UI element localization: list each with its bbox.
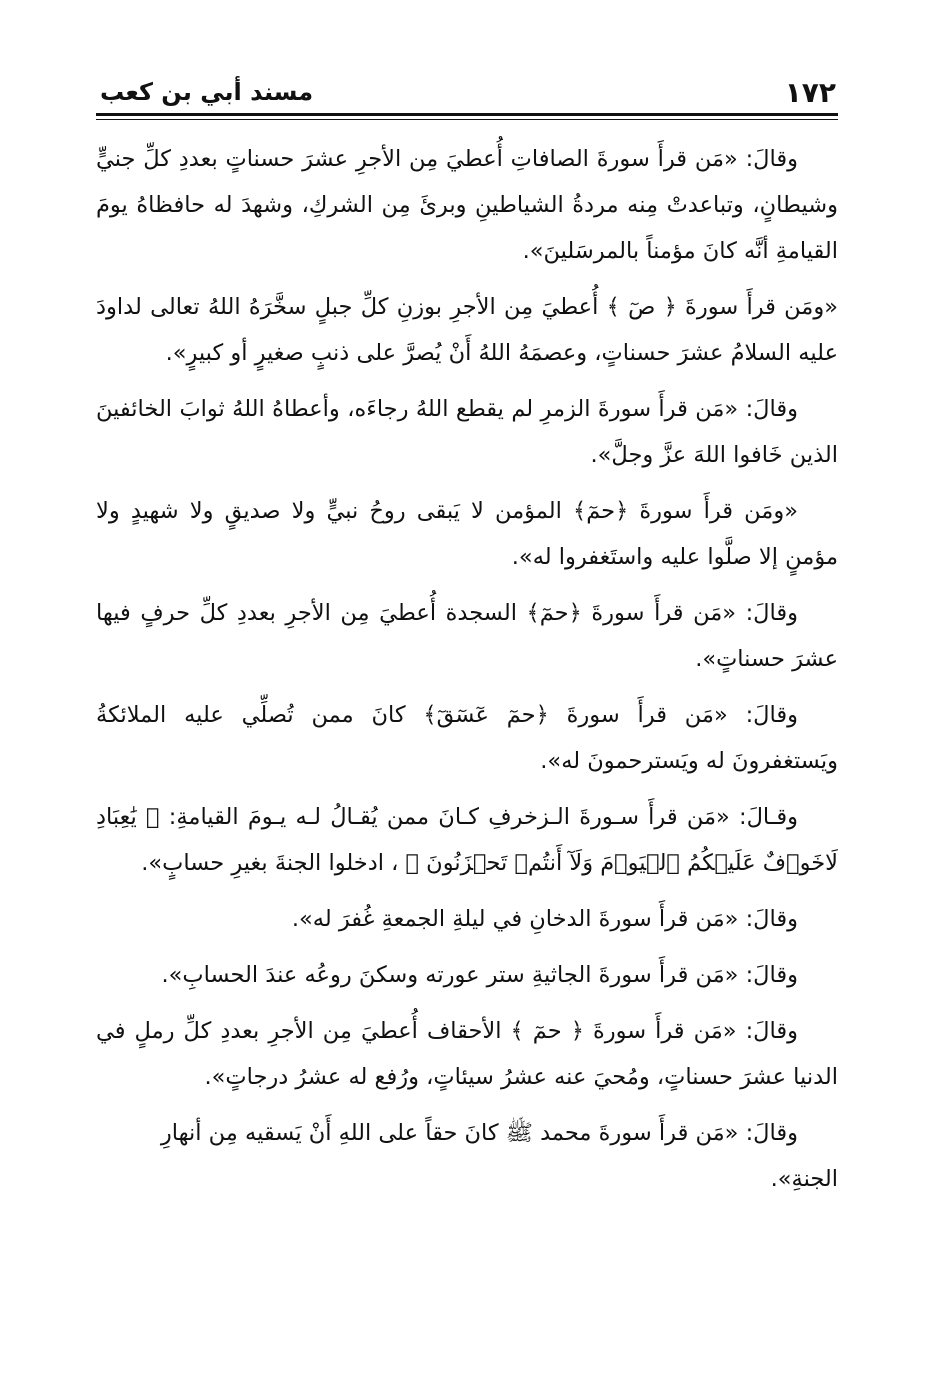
paragraph-muhammad: وقالَ: «مَن قرأَ سورةَ محمد ﷺ كانَ حقاً على اللهِ أَنْ يَسقيه مِن أنهارِ الجنةِ». [160, 1120, 838, 1192]
body-text [96, 136, 838, 1202]
paragraph-zumar: وقالَ: «مَن قرأَ سورةَ الزمرِ لم يقطع اللهُ رجاءَه، وأعطاهُ اللهُ ثوابَ الخائفينَ الذين خَافوا اللهَ عزَّ وجلَّ». [96, 396, 838, 468]
paragraph-ghafir: «ومَن قرأَ سورةَ ﴿حمٓ﴾ المؤمن لا يَبقى روحُ نبيٍّ ولا صديقٍ ولا شهيدٍ ولا مؤمنٍ إلا صلَّوا عليه واستَغفروا له». [96, 498, 838, 570]
page-header [96, 70, 838, 114]
paragraph-jathiya: وقالَ: «مَن قرأَ سورةَ الجاثيةِ ستر عورته وسكنَ روعُه عندَ الحسابِ». [161, 962, 798, 988]
paragraph-sad: «ومَن قرأَ سورةَ ﴿ صٓ ﴾ أُعطيَ مِن الأجرِ بوزنِ كلِّ جبلٍ سخَّرَهُ اللهُ تعالى لداودَ عليه السلامُ عشرَ حسناتٍ، وعصمَهُ اللهُ أَنْ يُصرَّ على ذنبٍ صغيرٍ أو كبيرٍ». [96, 294, 838, 366]
paragraph-fussilat: وقالَ: «مَن قرأَ سورةَ ﴿حمٓ﴾ السجدة أُعطيَ مِن الأجرِ بعددِ كلِّ حرفٍ فيها عشرَ حسناتٍ». [96, 600, 838, 672]
book-page [96, 70, 838, 1212]
paragraph-shura: وقالَ: «مَن قرأَ سورةَ ﴿حمٓ عٓسٓقٓ﴾ كانَ ممن تُصلِّي عليه الملائكةُ ويَستغفرونَ له ويَسترحمونَ له». [96, 702, 838, 774]
paragraph-zukhruf: وقـالَ: «مَن قرأَ سـورةَ الـزخرفِ كـانَ ممن يُقـالُ لـه يـومَ القيامةِ: ﴿ يَٰعِبَادِ لَاخَوۡفٌ عَلَيۡكُمُ ٱلۡيَوۡمَ وَلَآ أَنتُمۡ تَحۡزَنُونَ ﴾ ، ادخلوا الجنةَ بغيرِ حسابٍ». [96, 804, 838, 876]
page-number: ١٧٢ [784, 76, 836, 109]
header-rule-thick [96, 113, 838, 116]
paragraph-saffat: وقالَ: «مَن قرأَ سورةَ الصافاتِ أُعطيَ مِن الأجرِ عشرَ حسناتٍ بعددِ كلِّ جنيٍّ وشيطانٍ، وتباعدتْ مِنه مردةُ الشياطينِ وبرئَ مِن الشركِ، وشهدَ له حافظاهُ يومَ القيامةِ أنَّه كانَ مؤمناً بالمرسَلينَ». [96, 146, 838, 264]
paragraph-ahqaf: وقالَ: «مَن قرأَ سورةَ ﴿ حمٓ ﴾ الأحقاف أُعطيَ مِن الأجرِ بعددِ كلِّ رملٍ في الدنيا عشرَ حسناتٍ، ومُحيَ عنه عشرُ سيئاتٍ، ورُفع له عشرُ درجاتٍ». [96, 1018, 838, 1090]
header-rule-thin [96, 119, 838, 120]
running-title: مسند أبي بن كعب [100, 78, 314, 106]
paragraph-dukhan: وقالَ: «مَن قرأَ سورةَ الدخانِ في ليلةِ الجمعةِ غُفرَ له». [291, 906, 798, 932]
